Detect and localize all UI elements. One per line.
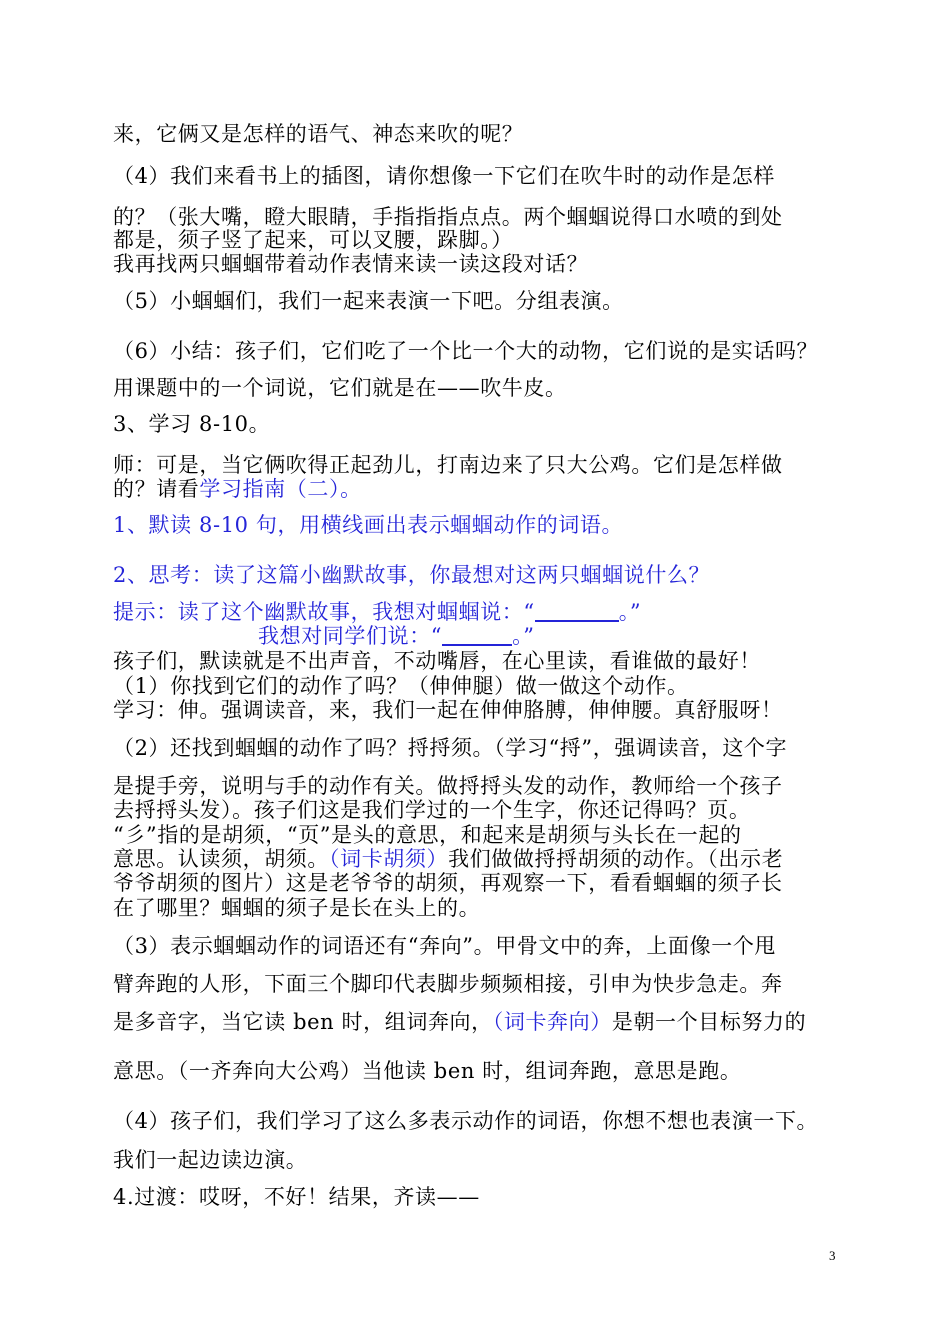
text-line: （4）我们来看书上的插图，请你想像一下它们在吹牛时的动作是怎样 <box>113 164 775 188</box>
word-card-benxiang: （词卡奔向） <box>492 1010 612 1034</box>
text-line: 用课题中的一个词说，它们就是在——吹牛皮。 <box>113 376 567 400</box>
hint-prefix: 提示：读了这个幽默故事，我想对蝈蝈说：“ <box>113 600 535 624</box>
text-line: 意思。（一齐奔向大公鸡）当他读 ben 时，组词奔跑，意思是跑。 <box>113 1059 742 1083</box>
text-line: 都是，须子竖了起来，可以叉腰，跺脚。） <box>113 228 513 252</box>
text-line: 去捋捋头发）。孩子们这是我们学过的一个生字，你还记得吗？页。 <box>113 798 751 822</box>
text-line: 臂奔跑的人形，下面三个脚印代表脚步频频相接，引申为快步急走。奔 <box>113 972 783 996</box>
fill-blank <box>442 624 512 646</box>
hint-suffix: 。” <box>618 600 642 624</box>
card1-suffix: 我们做做捋捋胡须的动作。（出示老 <box>448 847 784 871</box>
text-line: 是提手旁，说明与手的动作有关。做捋捋头发的动作，教师给一个孩子 <box>113 774 783 798</box>
text-line: 我们一起边读边演。 <box>113 1148 308 1172</box>
hint-line <box>113 599 863 625</box>
fill-blank <box>535 600 619 622</box>
guide-line <box>113 476 863 502</box>
card-line <box>113 846 863 872</box>
text-line: （4）孩子们，我们学习了这么多表示动作的词语，你想不想也表演一下。 <box>113 1109 819 1133</box>
text-line: 来，它俩又是怎样的语气、神态来吹的呢？ <box>113 122 524 146</box>
text-line: 的？（张大嘴，瞪大眼睛，手指指指点点。两个蝈蝈说得口水喷的到处 <box>113 205 783 229</box>
guide-prefix: 的？请看 <box>113 477 200 501</box>
task-line: 2、思考：读了这篇小幽默故事，你最想对这两只蝈蝈说什么？ <box>113 563 711 587</box>
card-line <box>113 1009 863 1035</box>
study-guide-link: 学习指南（二） <box>199 477 341 501</box>
text-line: 学习：伸。强调读音，来，我们一起在伸伸胳膊，伸伸腰。真舒服呀！ <box>113 698 783 722</box>
text-line: （2）还找到蝈蝈的动作了吗？捋捋须。（学习“捋”，强调读音，这个字 <box>113 736 788 760</box>
text-line: 孩子们，默读就是不出声音，不动嘴唇，在心里读，看谁做的最好！ <box>113 649 761 673</box>
hint2-suffix: 。” <box>512 624 535 648</box>
card2-suffix: 是朝一个目标努力的 <box>611 1010 807 1034</box>
text-line: 3、学习 8-10。 <box>113 412 271 436</box>
text-line: “彡”指的是胡须，“页”是头的意思，和起来是胡须与头长在一起的 <box>113 823 742 847</box>
hint-line-2 <box>258 623 758 649</box>
text-line: （5）小蝈蝈们，我们一起来表演一下吧。分组表演。 <box>113 289 624 313</box>
card2-prefix: 是多音字，当它读 ben 时，组词奔向， <box>113 1010 493 1034</box>
guide-suffix: 。 <box>340 477 362 501</box>
text-line: （3）表示蝈蝈动作的词语还有“奔向”。甲骨文中的奔，上面像一个甩 <box>113 934 777 958</box>
card1-prefix: 意思。认读须，胡须。 <box>113 847 329 871</box>
text-line: 师：可是，当它俩吹得正起劲儿，打南边来了只大公鸡。它们是怎样做 <box>113 453 783 477</box>
text-line: 在了哪里？蝈蝈的须子是长在头上的。 <box>113 896 481 920</box>
page-number: 3 <box>829 1248 836 1263</box>
text-line: 4.过渡：哎呀，不好！结果，齐读—— <box>113 1185 480 1209</box>
text-line: （1）你找到它们的动作了吗？（伸伸腿）做一做这个动作。 <box>113 674 689 698</box>
text-line: 爷爷胡须的图片）这是老爷爷的胡须，再观察一下，看看蝈蝈的须子长 <box>113 871 783 895</box>
text-line: （6）小结：孩子们，它们吃了一个比一个大的动物，它们说的是实话吗？ <box>113 339 819 363</box>
task-line: 1、默读 8-10 句，用横线画出表示蝈蝈动作的词语。 <box>113 513 624 537</box>
hint2-prefix: 我想对同学们说：“ <box>258 624 443 648</box>
text-line: 我再找两只蝈蝈带着动作表情来读一读这段对话？ <box>113 252 589 276</box>
word-card-huxu: （词卡胡须） <box>329 847 449 871</box>
